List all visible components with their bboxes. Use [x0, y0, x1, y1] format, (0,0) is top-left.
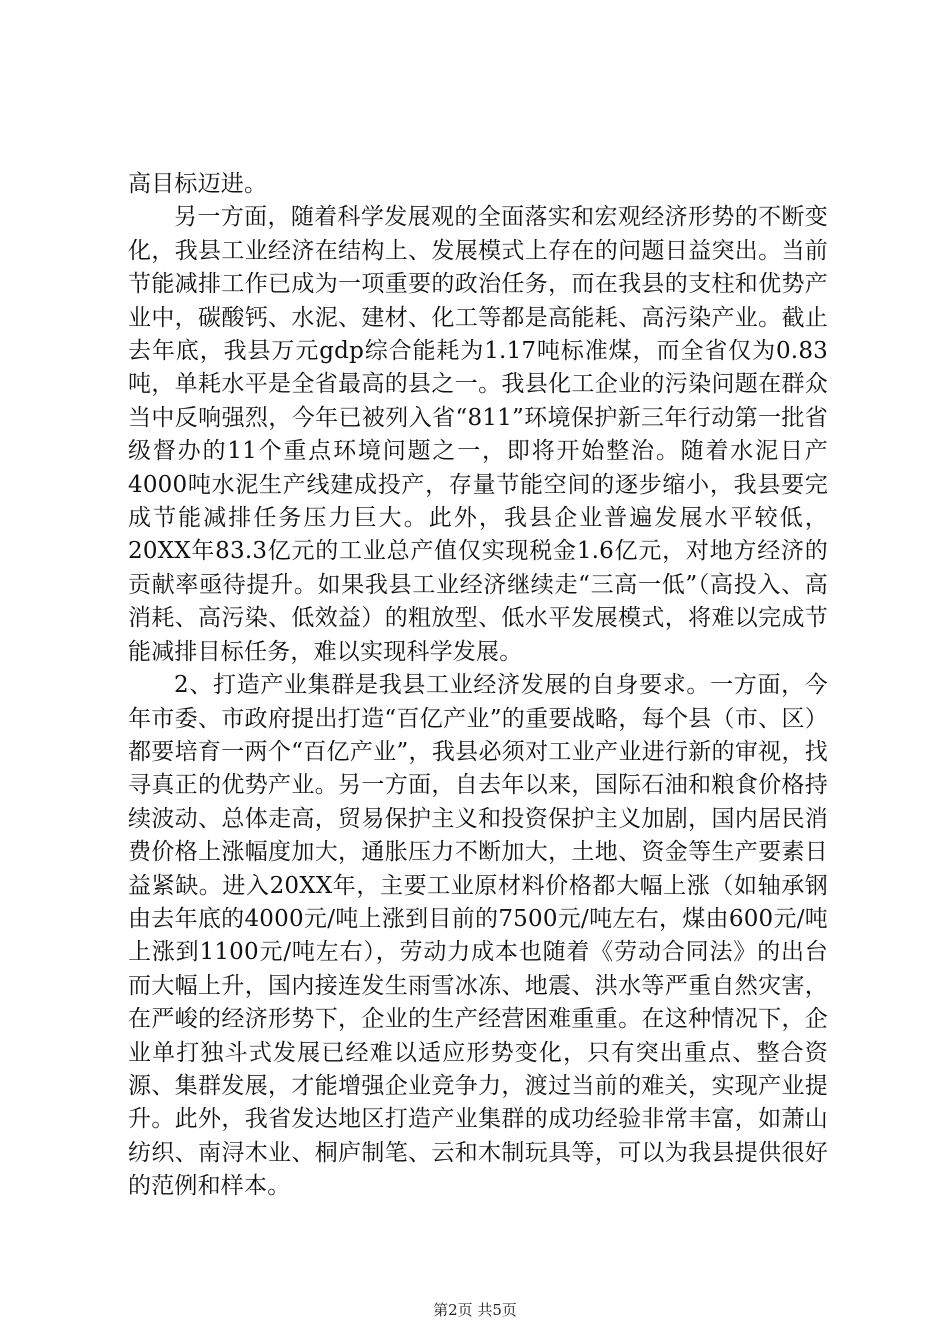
paragraph-continuation: 高目标迈进。	[128, 171, 268, 197]
paragraph-energy-saving: 另一方面，随着科学发展观的全面落实和宏观经济形势的不断变化，我县工业经济在结构上、发展模式上存在的问题日益突出。当前节能减排工作已成为一项重要的政治任务，而在我县的支柱和优势产业中，碳酸钙、水泥、建材、化工等都是高能耗、高污染产业。截止去年底，我县万元gdp综合能耗为1.17吨标准煤，而全省仅为0.83吨，单耗水平是全省最高的县之一。我县化工企业的污染问题在群众当中反响强烈，今年已被列入省“811”环境保护新三年行动第一批省级督办的11个重点环境问题之一，即将开始整治。随着水泥日产4000吨水泥生产线建成投产，存量节能空间的逐步缩小，我县要完成节能减排任务压力巨大。此外，我县企业普遍发展水平较低，20XX年83.3亿元的工业总产值仅实现税金1.6亿元，对地方经济的贡献率亟待提升。如果我县工业经济继续走“三高一低”（高投入、高消耗、高污染、低效益）的粗放型、低水平发展模式，将难以完成节能减排目标任务，难以实现科学发展。	[128, 204, 828, 665]
body-text	[128, 168, 828, 1204]
page-number-footer: 第2页 共5页	[433, 1301, 517, 1319]
paragraph-industrial-cluster: 2、打造产业集群是我县工业经济发展的自身要求。一方面，今年市委、市政府提出打造“百亿产业”的重要战略，每个县（市、区）都要培育一两个“百亿产业”，我县必须对工业产业进行新的审视，找寻真正的优势产业。另一方面，自去年以来，国际石油和粮食价格持续波动、总体走高，贸易保护主义和投资保护主义加剧，国内居民消费价格上涨幅度加大，通胀压力不断加大，土地、资金等生产要素日益紧缺。进入20XX年，主要工业原材料价格都大幅上涨（如轴承钢由去年底的4000元/吨上涨到目前的7500元/吨左右，煤由600元/吨上涨到1100元/吨左右），劳动力成本也随着《劳动合同法》的出台而大幅上升，国内接连发生雨雪冰冻、地震、洪水等严重自然灾害，在严峻的经济形势下，企业的生产经营困难重重。在这种情况下，企业单打独斗式发展已经难以适应形势变化，只有突出重点、整合资源、集群发展，才能增强企业竞争力，渡过当前的难关，实现产业提升。此外，我省发达地区打造产业集群的成功经验非常丰富，如萧山纺织、南浔木业、桐庐制笔、云和木制玩具等，可以为我县提供很好的范例和样本。	[128, 672, 828, 1200]
